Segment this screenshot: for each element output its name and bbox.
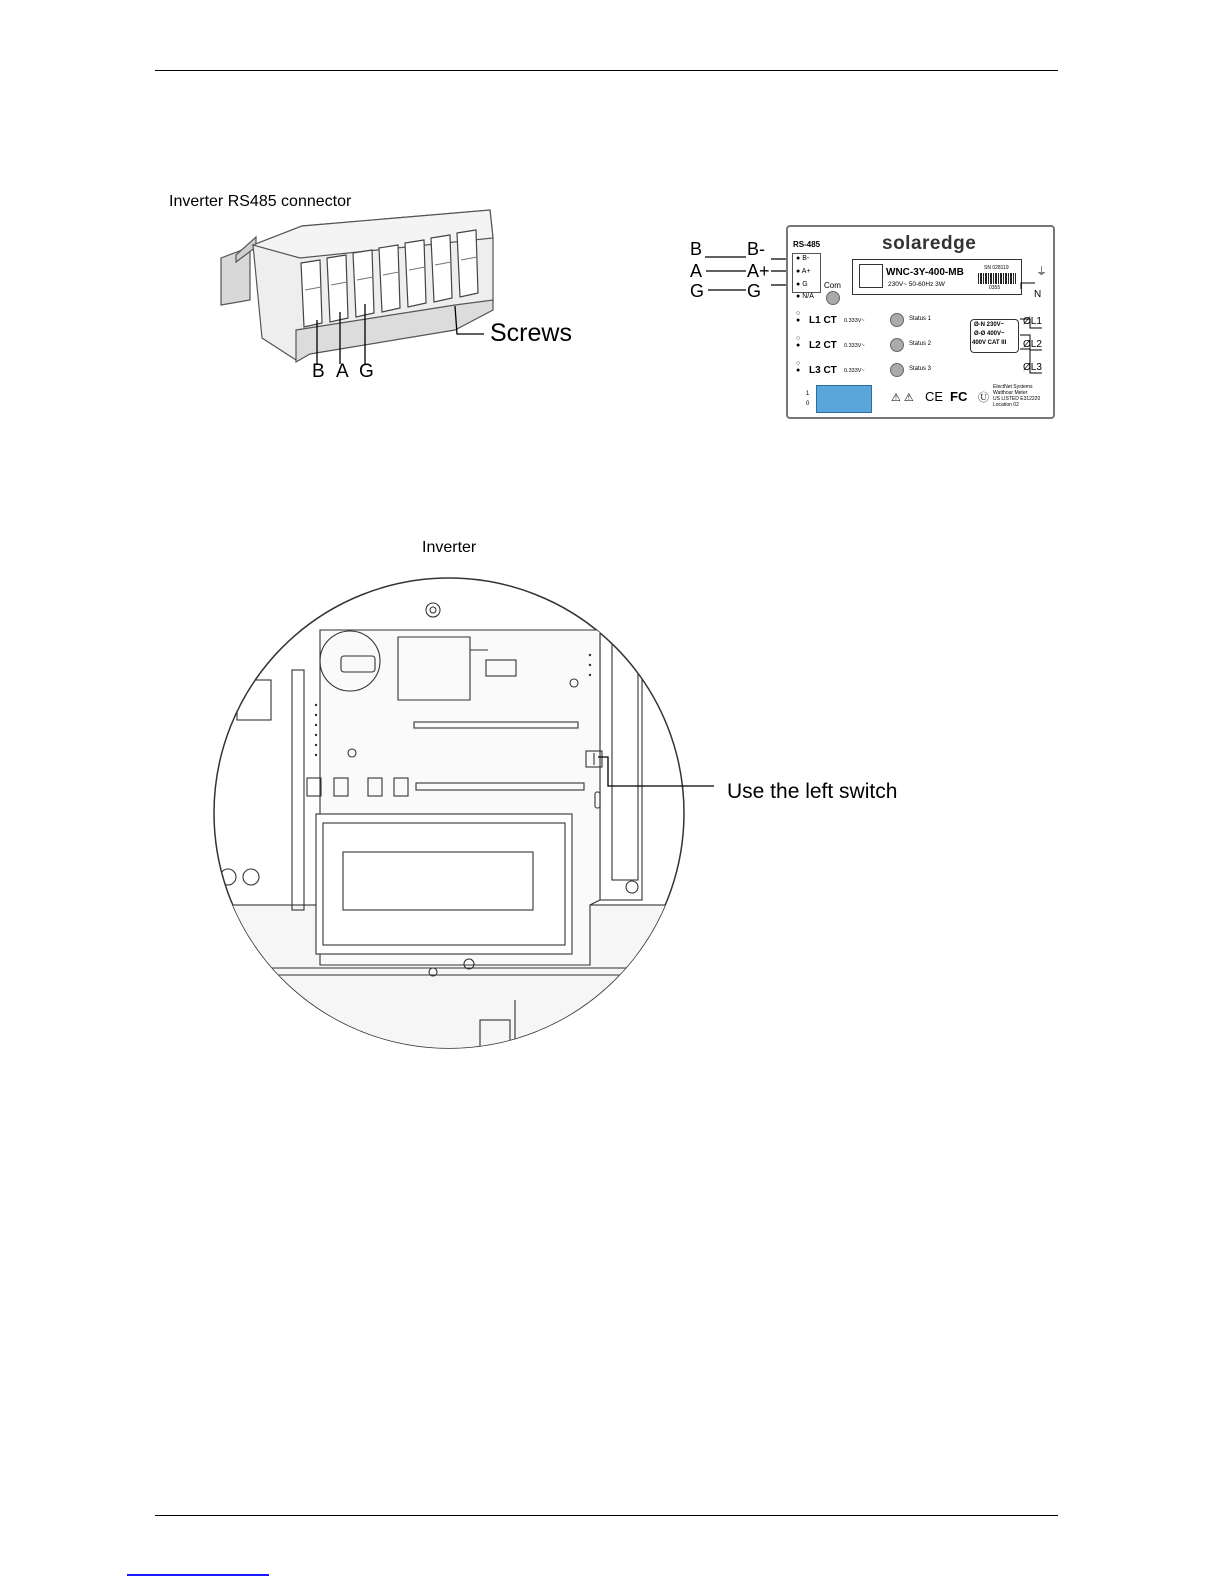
ce-mark-icon: CE <box>925 389 944 404</box>
pin-label-g: G <box>359 361 374 382</box>
voltage-line-2: Ø-Ø 400V~ <box>974 331 1005 337</box>
wire-label-a-plus: A+ <box>747 261 770 281</box>
dip-label-1: 1 <box>806 391 810 397</box>
ct-spec-l2: 0.333V~ <box>844 343 865 349</box>
cert-line-3: US LISTED E312220 <box>993 396 1041 402</box>
model-rating: 230V~ 50-60Hz 3W <box>888 281 945 288</box>
ct-label-l1: L1 CT <box>809 315 837 326</box>
pin-label-a: A <box>336 361 349 382</box>
wire-label-g-right: G <box>747 281 762 301</box>
cert-line-2: Watthour Meter <box>993 390 1028 396</box>
ct-spec-l3: 0.333V~ <box>844 368 865 374</box>
status-label-1: Status 1 <box>909 316 932 322</box>
phase-l2: ØL2 <box>1023 339 1042 350</box>
com-label: Com <box>824 281 841 290</box>
cert-line-4: Location 02 <box>993 402 1019 408</box>
rs485-pin-g: ● G <box>796 281 808 288</box>
switch-callout: Use the left switch <box>727 780 898 803</box>
status-label-3: Status 3 <box>909 366 932 372</box>
phase-n: N <box>1034 289 1042 300</box>
fcc-mark-icon: FC <box>950 389 968 404</box>
ct-spec-l1: 0.333V~ <box>844 318 865 324</box>
wire-label-g: G <box>690 281 705 301</box>
voltage-line-1: Ø-N 230V~ <box>974 322 1005 328</box>
ul-mark-icon: Ⓤ <box>978 392 989 404</box>
pin-label-b: B <box>312 361 325 382</box>
wire-label-b-minus: B- <box>747 239 765 259</box>
cert-line-1: ElectNet Systems <box>993 384 1033 390</box>
warning-icon: ⚠ ⚠ <box>891 392 914 404</box>
screws-label: Screws <box>490 319 572 347</box>
rs485-pin-na: ● N/A <box>796 293 814 300</box>
ct-dot-3: ○ ● <box>796 360 801 374</box>
model-number: WNC-3Y-400-MB <box>886 267 964 278</box>
phase-l1: ØL1 <box>1023 316 1042 327</box>
ct-label-l3: L3 CT <box>809 365 837 376</box>
wire-label-b: B <box>690 239 703 259</box>
ct-dot-2: ○ ● <box>796 335 801 349</box>
rs485-label: RS-485 <box>793 240 821 249</box>
phase-l3: ØL3 <box>1023 362 1042 373</box>
ct-label-l2: L2 CT <box>809 340 837 351</box>
status-label-2: Status 2 <box>909 341 932 347</box>
dip-label-0: 0 <box>806 401 810 407</box>
serial-number: SN 028119 <box>984 265 1009 271</box>
ground-icon: ⏚ <box>1036 266 1047 278</box>
inverter-caption: Inverter <box>422 539 477 556</box>
wire-label-a: A <box>690 261 703 281</box>
voltage-line-3: 400V CAT III <box>972 340 1007 346</box>
connector-caption: Inverter RS485 connector <box>169 193 352 210</box>
serial-suffix: 0355 <box>989 285 1001 291</box>
brand-logo: solaredge <box>882 233 977 254</box>
rs485-pin-b: ● B- <box>796 255 810 262</box>
ct-dot-1: ○ ● <box>796 310 801 324</box>
rs485-pin-a: ● A+ <box>796 268 811 275</box>
